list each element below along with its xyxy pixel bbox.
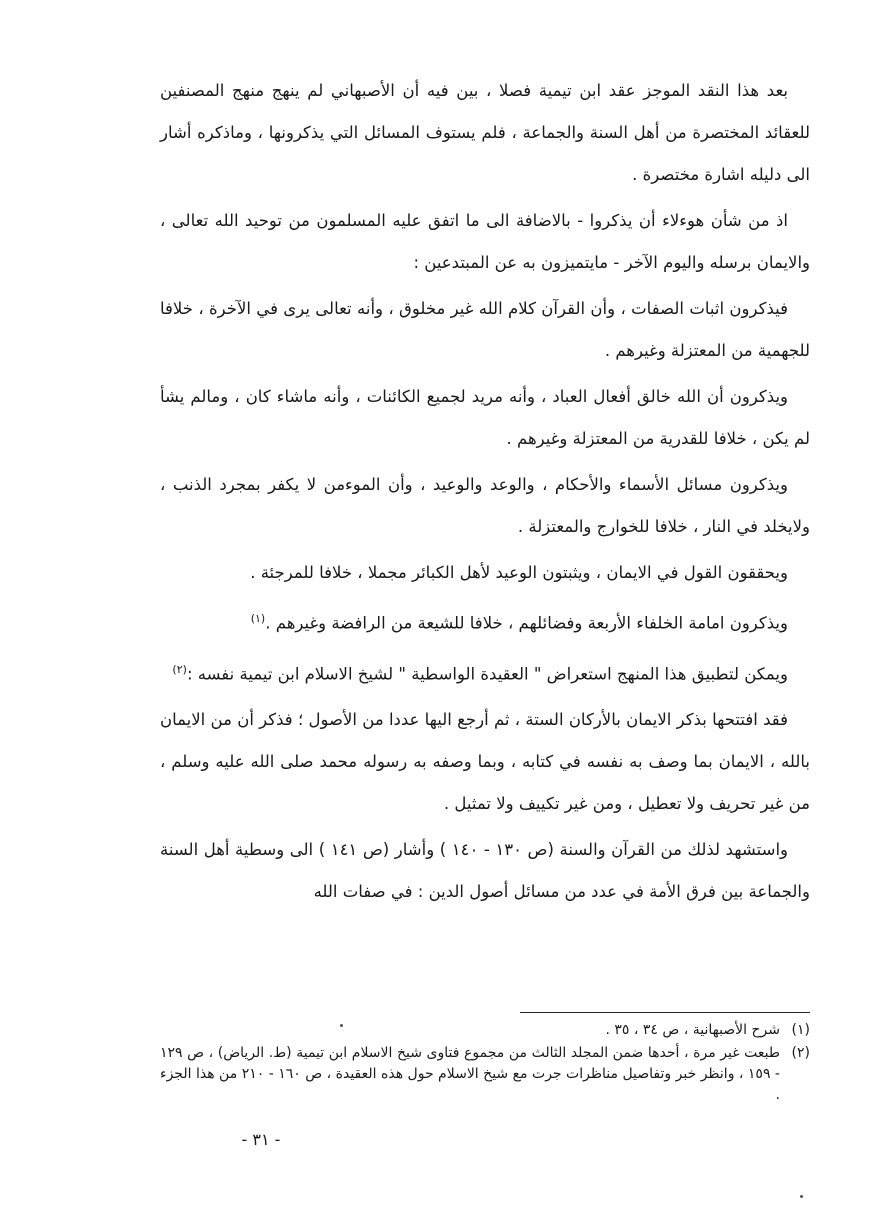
paragraph-7 (160, 598, 810, 645)
paragraph-1: بعد هذا النقد الموجز عقد ابن تيمية فصلا ، بين فيه أن الأصبهاني لم ينهج منهج المصنفين للعقائد المختصرة من أهل السنة والجماعة ، فلم يستوف المسائل التي يذكرونها ، وماذكره أشار الى دليله اشارة مختصرة . (160, 81, 810, 184)
paragraph-8 (160, 649, 810, 696)
footnote-ref-2: (٢) (172, 662, 187, 676)
paragraph-9: فقد افتتحها بذكر الايمان بالأركان الستة ، ثم أرجع اليها عددا من الأصول ؛ فذكر أن من الايمان بالله ، الايمان بما وصف به نفسه في كتابه ، وبما وصفه به رسوله محمد صلى الله عليه وسلم ، من غير تحريف ولا تعطيل ، ومن غير تكييف ولا تمثيل . (160, 710, 810, 813)
footnote-1 (160, 1020, 810, 1041)
paragraph-2: اذ من شأن هوءلاء أن يذكروا - بالاضافة الى ما اتفق عليه المسلمون من توحيد الله تعالى ، والايمان برسله واليوم الآخر - مايتميزون به عن المبتدعين : (160, 211, 810, 272)
paragraph-6: ويحققون القول في الايمان ، ويثبتون الوعيد لأهل الكبائر مجملا ، خلافا للمرجئة . (250, 563, 788, 582)
scan-speck (800, 1195, 803, 1198)
paragraph-7-text: ويذكرون امامة الخلفاء الأربعة وفضائلهم ، خلافا للشيعة من الرافضة وغيرهم . (265, 613, 788, 633)
footnote-1-number: (١) (791, 1022, 810, 1038)
footnote-1-text: شرح الأصبهانية ، ص ٣٤ ، ٣٥ . (605, 1022, 780, 1038)
footnote-2 (160, 1043, 810, 1106)
paragraph-5: ويذكرون مسائل الأسماء والأحكام ، والوعد والوعيد ، وأن الموءمن لا يكفر بمجرد الذنب ، ولايخلد في النار ، خلافا للخوارج والمعتزلة . (160, 475, 810, 536)
footnotes (160, 1020, 810, 1108)
main-text (160, 70, 810, 917)
scan-speck (340, 1024, 343, 1027)
footnote-divider (520, 1012, 810, 1013)
paragraph-4: ويذكرون أن الله خالق أفعال العباد ، وأنه مريد لجميع الكائنات ، وأنه ماشاء كان ، ومالم يشأ لم يكن ، خلافا للقدرية من المعتزلة وغيرهم . (160, 387, 810, 448)
paragraph-10: واستشهد لذلك من القرآن والسنة (ص ١٣٠ - ١٤٠ ) وأشار (ص ١٤١ ) الى وسطية أهل السنة والجماعة بين فرق الأمة في عدد من مسائل أصول الدين : في صفات الله (160, 840, 810, 901)
page-number: - ٣١ - (241, 1130, 281, 1149)
footnote-2-number: (٢) (791, 1045, 810, 1061)
footnote-2-text: طبعت غير مرة ، أحدها ضمن المجلد الثالث من مجموع فتاوى شيخ الاسلام ابن تيمية (ط. الرياض) ، ص ١٢٩ - ١٥٩ ، وانظر خبر وتفاصيل مناظرات جرت مع شيخ الاسلام حول هذه العقيدة ، ص ١٦٠ - ٢١٠ من هذا الجزء . (160, 1045, 780, 1103)
paragraph-3: فيذكرون اثبات الصفات ، وأن القرآن كلام الله غير مخلوق ، وأنه تعالى يرى في الآخرة ، خلافا للجهمية من المعتزلة وغيرهم . (160, 299, 810, 360)
paragraph-8-text: ويمكن لتطبيق هذا المنهج استعراض " العقيدة الواسطية " لشيخ الاسلام ابن تيمية نفسه : (186, 664, 788, 683)
footnote-ref-1: (١) (250, 612, 266, 625)
